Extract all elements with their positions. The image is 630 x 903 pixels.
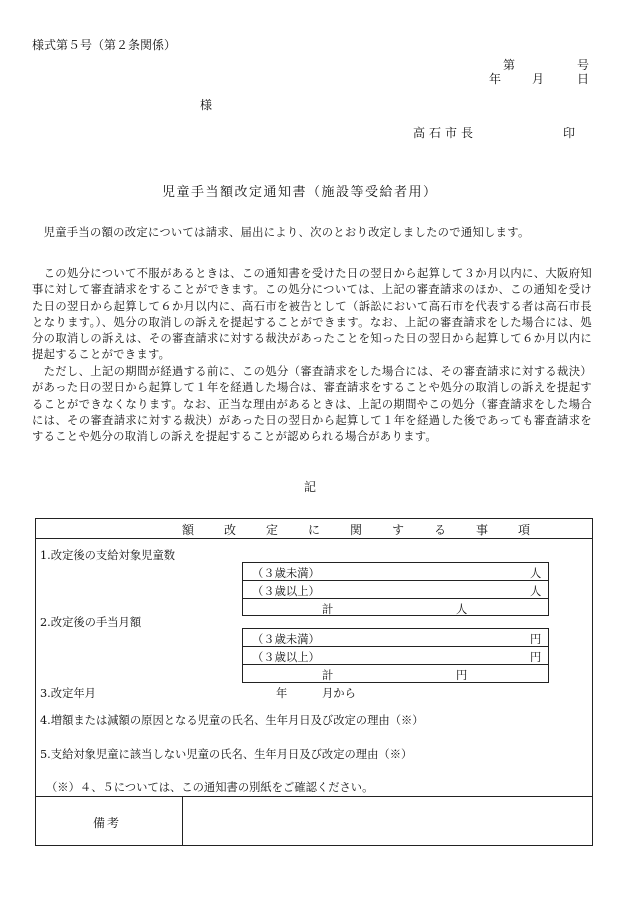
number-label: 第 bbox=[503, 58, 516, 72]
item-3-label: 3.改定年月 bbox=[40, 687, 96, 700]
item-3-year: 年 bbox=[276, 687, 288, 700]
date-day: 日 bbox=[577, 72, 590, 86]
remarks-label: 備考 bbox=[93, 816, 122, 830]
issuer: 高石市長 bbox=[413, 126, 478, 140]
children-under3-unit: 人 bbox=[530, 567, 542, 580]
amount-over3-label: （３歳以上） bbox=[252, 651, 320, 664]
seal: 印 bbox=[563, 126, 576, 140]
table-divider bbox=[35, 538, 593, 539]
addressee-suffix: 様 bbox=[200, 98, 213, 112]
number-suffix: 号 bbox=[577, 58, 590, 72]
ki-heading: 記 bbox=[304, 480, 317, 494]
paragraph-appeal: この処分について不服があるときは、この通知書を受けた日の翌日から起算して３か月以内に、大阪府知事に対して審査請求をすることができます。この処分については、上記の審査請求のほか、この通知を受けた日の翌日から起算して６か月以内に、高石市を被告として（訴訟において高石市を代表する者は高石市長となります。）、処分の取消しの訴えを提起することができます。なお、上記の審査請求をした場合には、処分の取消しの訴えは、その審査請求に対する裁決があったことを知った日の翌日から起算して６か月以内に提起することができます。 bbox=[32, 267, 592, 362]
item-5-label: 5.支給対象児童に該当しない児童の氏名、生年月日及び改定の理由（※） bbox=[40, 748, 413, 761]
document-title: 児童手当額改定通知書（施設等受給者用） bbox=[162, 185, 438, 200]
remarks-divider bbox=[35, 796, 593, 797]
children-over3-unit: 人 bbox=[530, 585, 542, 598]
amount-under3-label: （３歳未満） bbox=[252, 633, 320, 646]
children-over3-label: （３歳以上） bbox=[252, 585, 320, 598]
remarks-column-divider bbox=[182, 796, 183, 846]
item-4-label: 4.増額または減額の原因となる児童の氏名、生年月日及び改定の理由（※） bbox=[40, 714, 424, 727]
date-month: 月 bbox=[532, 72, 545, 86]
amount-under3-unit: 円 bbox=[530, 633, 542, 646]
amount-over3-unit: 円 bbox=[530, 651, 542, 664]
children-under3-label: （３歳未満） bbox=[252, 567, 320, 580]
amount-total-unit: 円 bbox=[456, 669, 468, 682]
paragraph-proviso: ただし、上記の期間が経過する前に、この処分（審査請求をした場合には、その審査請求に対する裁決）があった日の翌日から起算して１年を経過した場合は、審査請求をすることや処分の取消しの訴えを提起することができなくなります。なお、正当な理由があるときは、上記の期間やこの処分（審査請求をした場合には、その審査請求に対する裁決）があった日の翌日から起算して１年を経過した後であっても審査請求をすることや処分の取消しの訴えを提起することが認められる場合があります。 bbox=[32, 365, 592, 444]
paragraph-intro: 児童手当の額の改定については請求、届出により、次のとおり改定しましたので通知します。 bbox=[43, 226, 530, 239]
item-3-month-from: 月から bbox=[322, 687, 356, 700]
form-label: 様式第５号（第２条関係） bbox=[32, 38, 177, 52]
item-1-label: 1.改定後の支給対象児童数 bbox=[40, 549, 176, 562]
item-2-label: 2.改定後の手当月額 bbox=[40, 616, 142, 629]
date-year: 年 bbox=[489, 72, 502, 86]
children-total-label: 計 bbox=[322, 603, 334, 616]
children-total-unit: 人 bbox=[456, 603, 468, 616]
amount-total-label: 計 bbox=[322, 669, 334, 682]
table-header: 額 改 定 に 関 す る 事 項 bbox=[182, 523, 540, 537]
table-note: （※）４、５については、この通知書の別紙をご確認ください。 bbox=[46, 781, 374, 794]
